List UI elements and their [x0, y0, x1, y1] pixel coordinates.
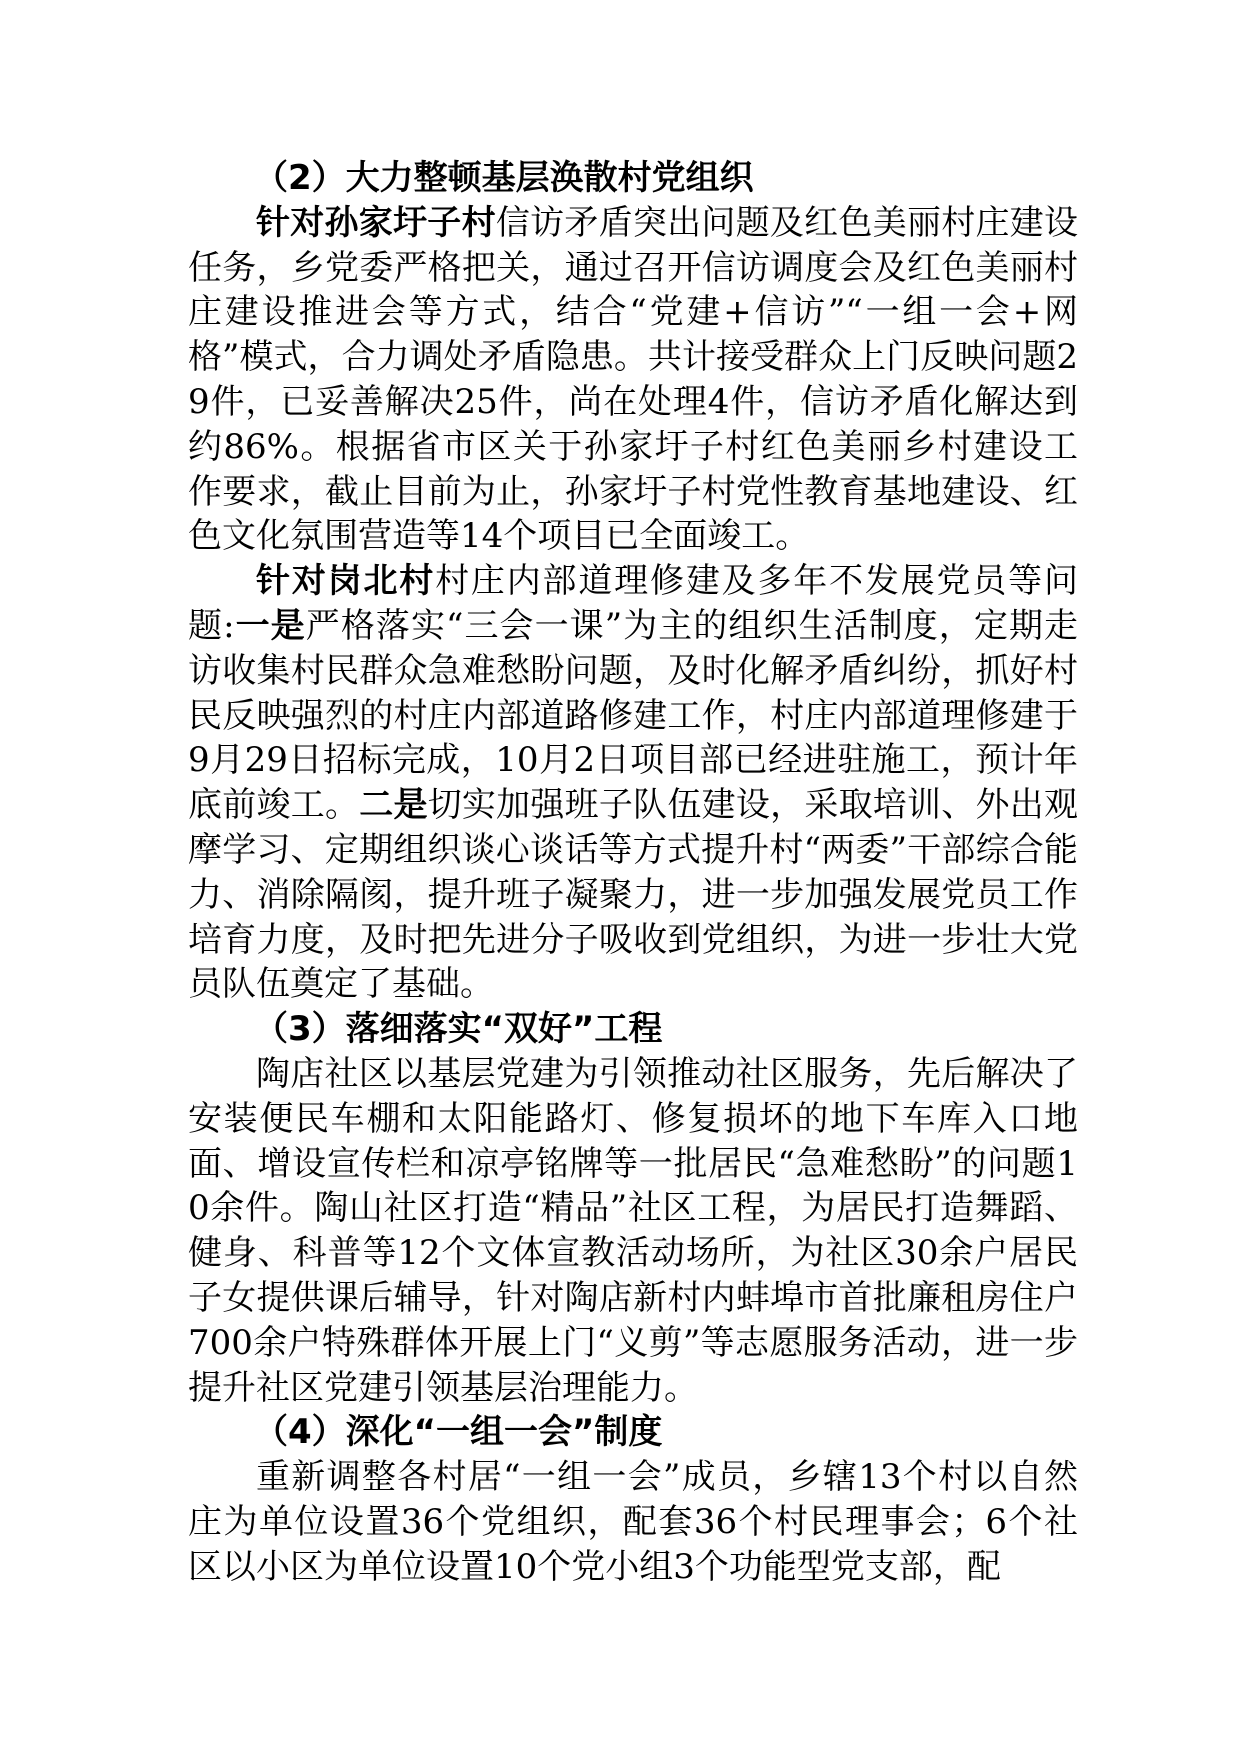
paragraph-text: 切实加强班子队伍建设，采取培训、外出观摩学习、定期组织谈心谈话等方式提升村“两委”干部综合能力、消除隔阂，提升班子凝聚力，进一步加强发展党员工作培育力度，及时把先进分子吸收到党组织，为进一步壮大党员队伍奠定了基础。	[188, 785, 1079, 1005]
section-4-heading: （4）深化“一组一会”制度	[254, 1412, 663, 1453]
section-2-heading: （2）大力整顿基层涣散村党组织	[254, 158, 754, 198]
paragraph-lead-gangbei: 针对岗北村	[256, 561, 436, 602]
section-3-paragraph-1: 陶店社区以基层党建为引领推动社区服务，先后解决了安装便民车棚和太阳能路灯、修复损坏的地下车库入口地面、增设宣传栏和凉亭铭牌等一批居民“急难愁盼”的问题10余件。陶山社区打造“精品”社区工程，为居民打造舞蹈、健身、科普等12个文体宣教活动场所，为社区30余户居民子女提供课后辅导，针对陶店新村内蚌埠市首批廉租房住户700余户特殊群体开展上门“义剪”等志愿服务活动，进一步提升社区党建引领基层治理能力。	[188, 1053, 1078, 1408]
document-page	[188, 156, 1078, 1590]
section-2-paragraph-1	[188, 201, 1078, 559]
point-marker-second: 二是	[359, 785, 428, 826]
point-marker-first: 一是	[234, 605, 306, 646]
section-3-heading: （3）落细落实“双好”工程	[254, 1009, 663, 1050]
section-4-paragraph-1: 重新调整各村居“一组一会”成员，乡辖13个村以自然庄为单位设置36个党组织，配套36个村民理事会；6个社区以小区为单位设置10个党小组3个功能型党支部，配	[188, 1457, 1078, 1587]
paragraph-lead-sunjiaweizi: 针对孙家圩子村	[256, 202, 496, 243]
section-2-paragraph-2	[188, 559, 1078, 1007]
paragraph-text: 村庄内部道理修建及多年不发展党员等问题:	[188, 561, 1079, 646]
paragraph-text: 信访矛盾突出问题及红色美丽村庄建设任务，乡党委严格把关，通过召开信访调度会及红色美丽村庄建设推进会等方式，结合“党建+信访”“一组一会+网格”模式，合力调处矛盾隐患。共计接受群众上门反映问题29件，已妥善解决25件，尚在处理4件，信访矛盾化解达到约86%。根据省市区关于孙家圩子村红色美丽乡村建设工作要求，截止目前为止，孙家圩子村党性教育基地建设、红色文化氛围营造等14个项目已全面竣工。	[188, 202, 1079, 557]
paragraph-text: 严格落实“三会一课”为主的组织生活制度，定期走访收集村民群众急难愁盼问题，及时化解矛盾纠纷，抓好村民反映强烈的村庄内部道路修建工作，村庄内部道理修建于9月29日招标完成，10月2日项目部已经进驻施工，预计年底前竣工。	[188, 605, 1079, 826]
